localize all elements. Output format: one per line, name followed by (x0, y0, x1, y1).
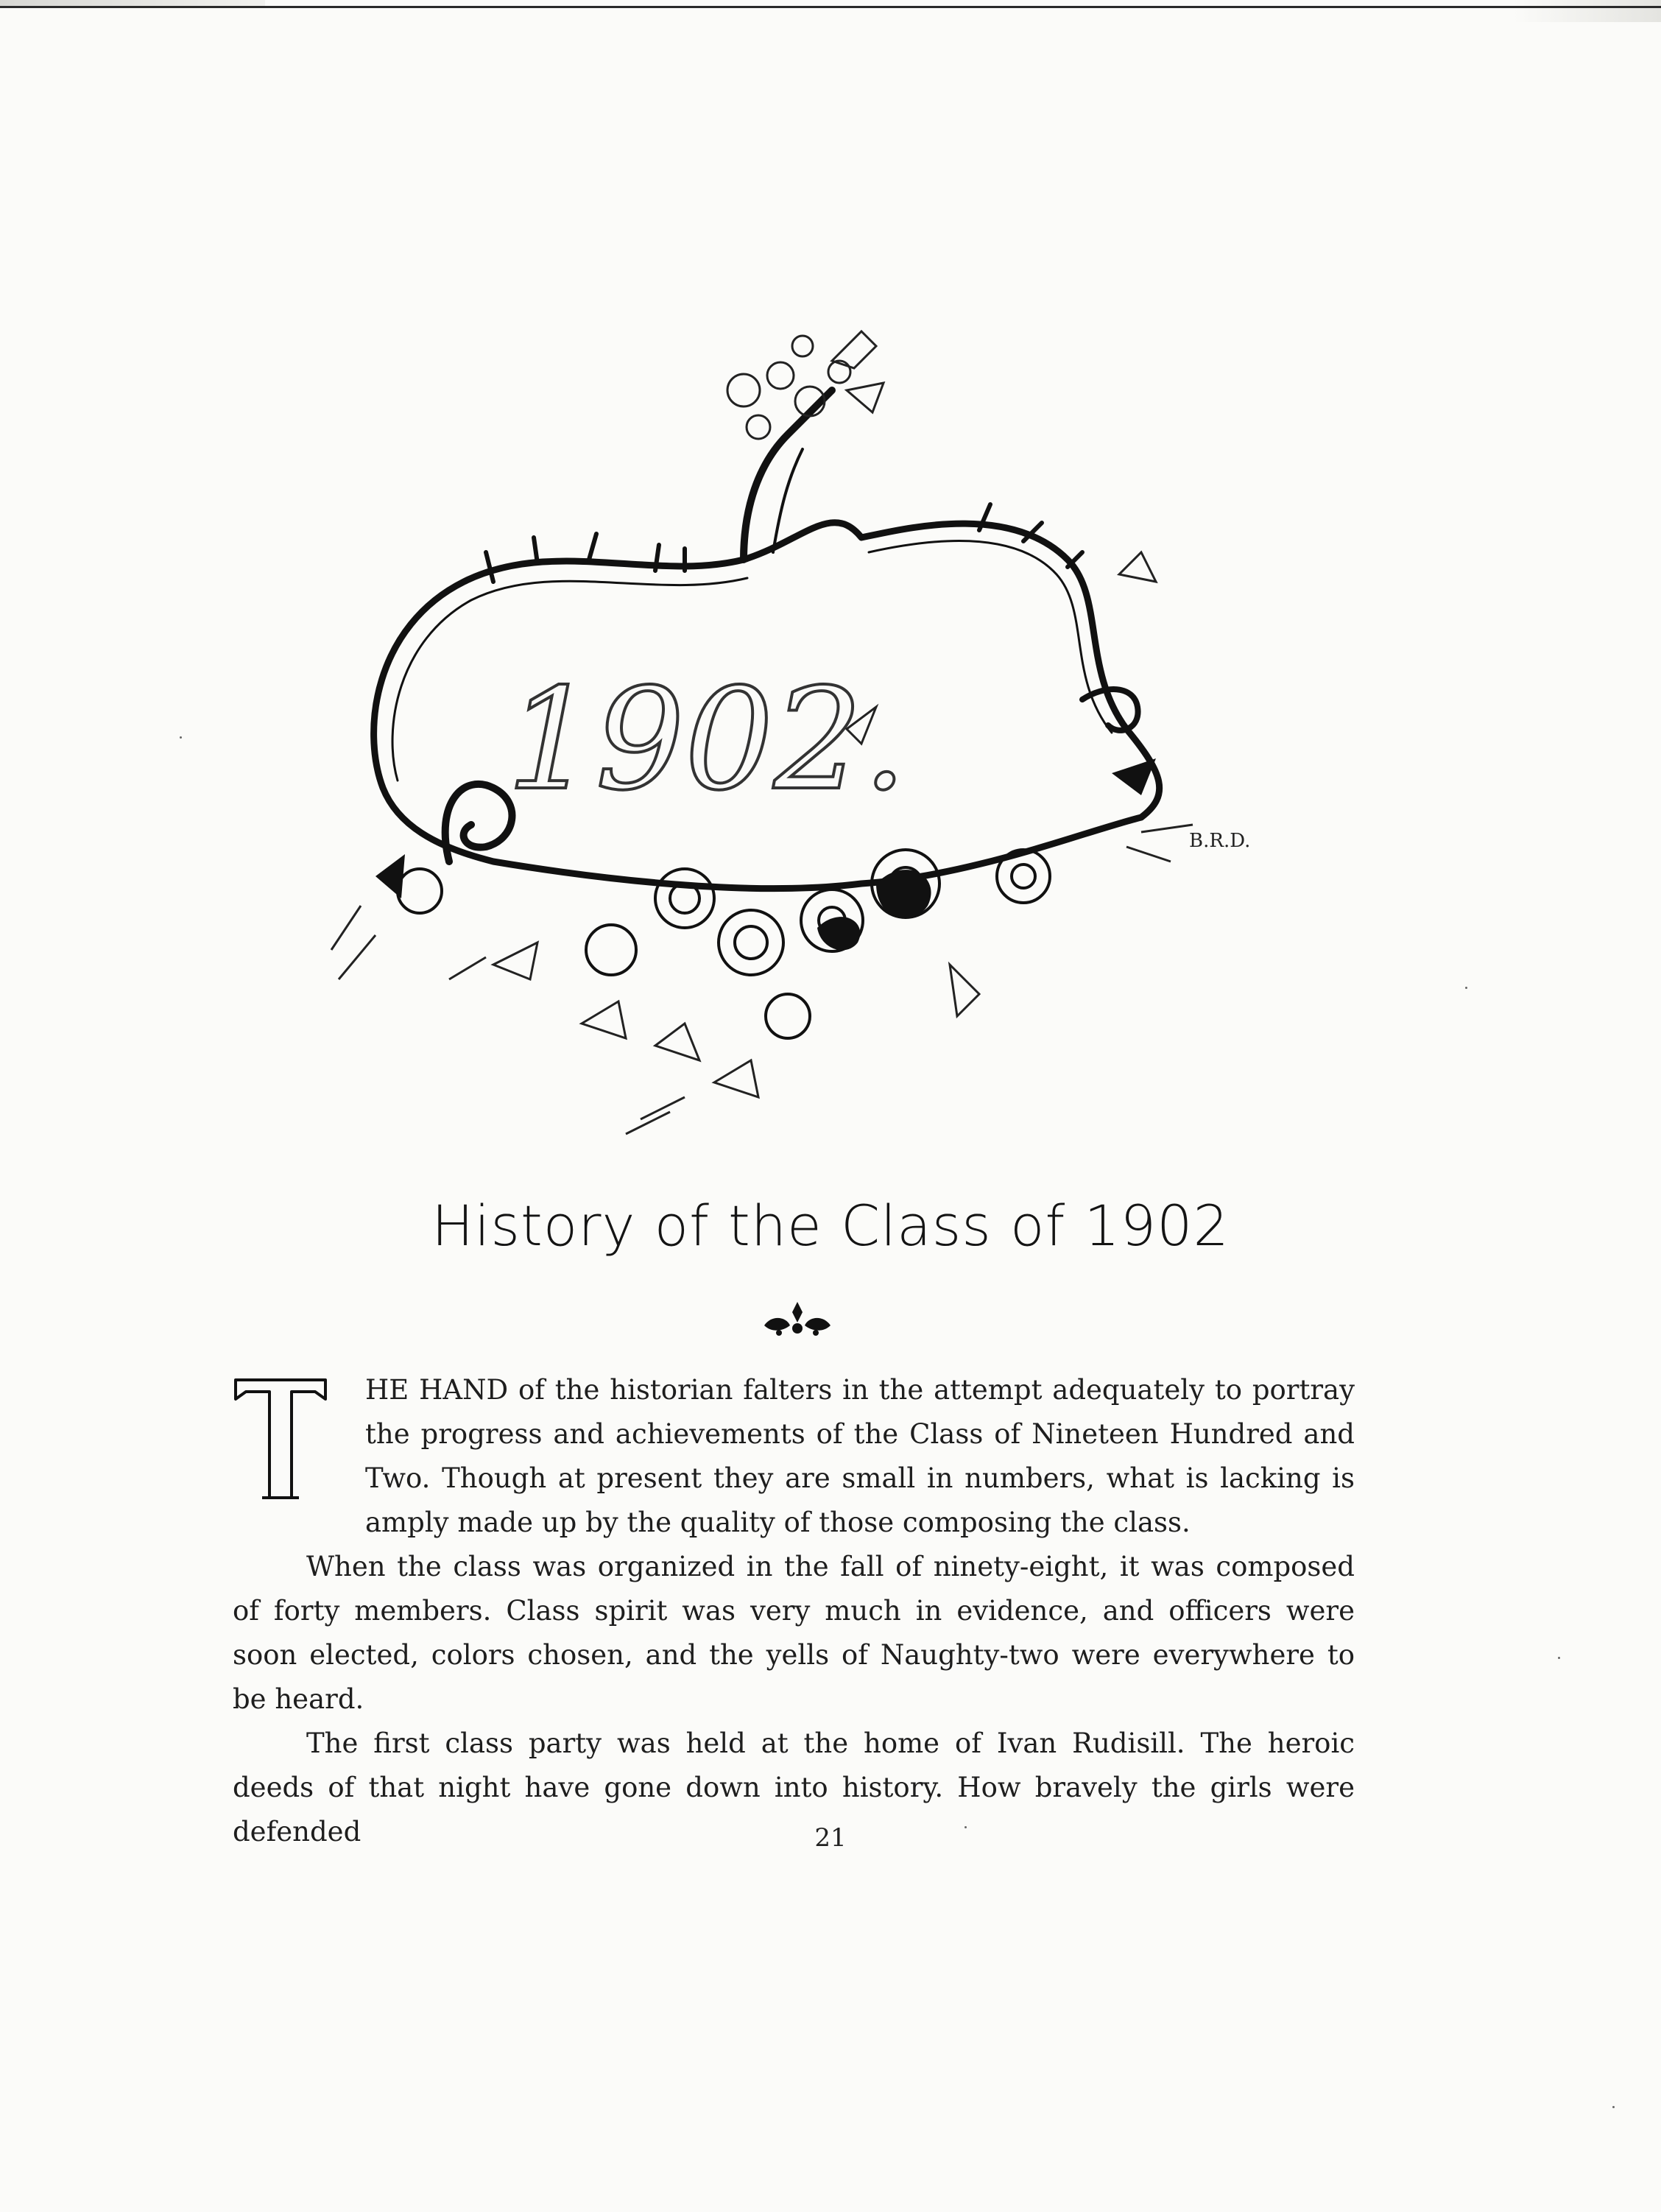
paragraph-3: The first class party was held at the home of Ivan Rudisill. The heroic deeds of that night have gone down into history. How bravely the girls were defended (233, 1727, 1355, 1848)
drop-cap (233, 1374, 328, 1504)
class-of-1902-vignette (272, 317, 1303, 1163)
page-title: History of the Class of 1902 (431, 1193, 1230, 1258)
scan-edge-shadow-right (1514, 0, 1661, 22)
scan-speck (1465, 987, 1467, 989)
scan-speck (964, 1826, 967, 1828)
scan-top-edge (0, 6, 1661, 8)
paragraph-1: HE HAND of the historian falters in the attempt adequately to portray the progress and achievements of the Class of Nineteen Hundred and Two. Though at present they are small in numbers, what is lacking is amply made up by the quality of those composing the class. (365, 1374, 1355, 1538)
scan-speck (1558, 1657, 1560, 1659)
body-text (233, 1368, 1355, 1854)
page-number: 21 (814, 1823, 847, 1853)
artist-initials: B.R.D. (1189, 830, 1251, 852)
scan-speck (1612, 2106, 1615, 2108)
vignette-date: 1902. (507, 658, 907, 821)
scan-speck (180, 736, 182, 739)
vignette-drawing (272, 317, 1303, 1163)
floral-ornament-icon (757, 1296, 838, 1340)
paragraph-2: When the class was organized in the fall of ninety-eight, it was composed of forty members. Class spirit was very much in evidence, and officers were soon elected, colors chosen, and the yells of Naughty-two were everywhere to be heard. (233, 1551, 1355, 1715)
